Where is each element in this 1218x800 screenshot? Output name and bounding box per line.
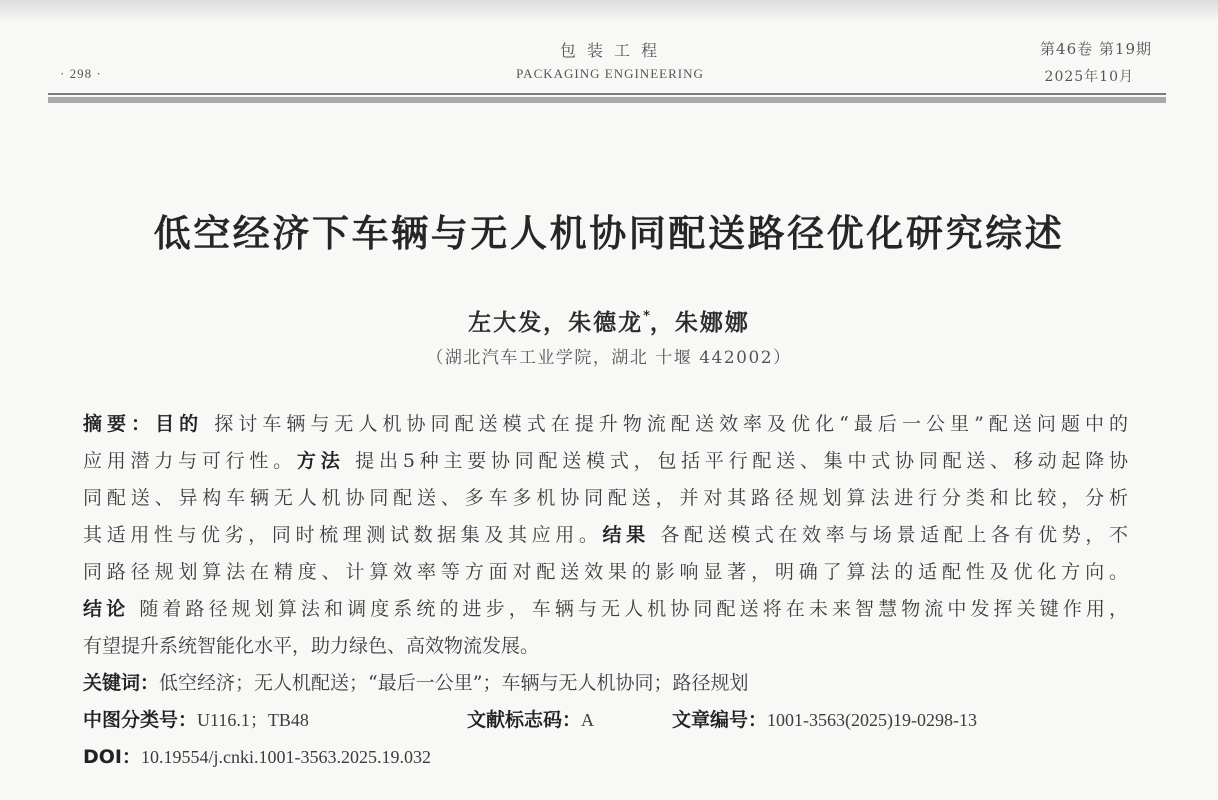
document-code-label: 文献标志码：	[467, 709, 582, 731]
journal-name-chinese: 包 装 工 程	[559, 41, 661, 60]
clc-cell	[83, 702, 467, 739]
article-number-value: 1001-3563(2025)19-0298-13	[767, 710, 977, 730]
results-label: 结果	[602, 524, 650, 546]
keywords-label: 关键词：	[83, 672, 160, 694]
abstract-block	[83, 406, 1128, 776]
conclusion-label: 结论	[83, 598, 130, 620]
abstract-label: 摘要：	[83, 413, 156, 435]
classification-line	[83, 702, 1128, 739]
article-number-cell	[672, 702, 977, 739]
corresponding-author-mark: *	[643, 309, 650, 324]
authors-part-2: ，朱娜娜	[649, 310, 750, 336]
abstract-line-3	[83, 480, 1128, 517]
page-top-shadow	[0, 0, 1218, 22]
clc-label: 中图分类号：	[83, 709, 198, 731]
abstract-text: 各配送模式在效率与场景适配上各有优势，不	[649, 524, 1128, 546]
objective-label: 目的	[155, 413, 204, 435]
header-rule	[48, 93, 1166, 95]
affiliation: （湖北汽车工业学院，湖北 十堰 442002）	[426, 348, 792, 368]
doi-value: 10.19554/j.cnki.1001-3563.2025.19.032	[141, 747, 431, 767]
abstract-text: 同路径规划算法在精度、计算效率等方面对配送效果的影响显著，明确了算法的适配性及优化方向。	[83, 561, 1128, 583]
doi-label: DOI：	[83, 746, 141, 768]
abstract-text: 随着路径规划算法和调度系统的进步，车辆与无人机协同配送将在未来智慧物流中发挥关键作用，	[129, 598, 1128, 620]
volume-issue: 第46卷 第19期	[1040, 40, 1152, 58]
abstract-line-4	[83, 517, 1128, 554]
authors-part-1: 左大发，朱德龙	[468, 310, 644, 336]
abstract-line-6	[83, 591, 1128, 628]
header-rule-band	[48, 97, 1166, 103]
paper-title: 低空经济下车辆与无人机协同配送路径优化研究综述	[153, 212, 1065, 255]
doi-line	[83, 739, 1128, 776]
keywords-line	[83, 665, 1128, 702]
abstract-line-7	[83, 628, 1128, 665]
keywords-text: 低空经济；无人机配送；“最后一公里”；车辆与无人机协同；路径规划	[159, 672, 749, 694]
abstract-text: 其适用性与优劣，同时梳理测试数据集及其应用。	[83, 524, 603, 546]
clc-value: U116.1；TB48	[197, 710, 309, 730]
methods-label: 方法	[296, 450, 345, 472]
page-number: · 298 ·	[60, 66, 102, 81]
journal-name-english: PACKAGING ENGINEERING	[516, 66, 704, 81]
abstract-text: 有望提升系统智能化水平，助力绿色、高效物流发展。	[83, 635, 540, 657]
abstract-line-5	[83, 554, 1128, 591]
abstract-line-2	[83, 443, 1128, 480]
abstract-text: 应用潜力与可行性。	[83, 450, 297, 472]
abstract-text: 同配送、异构车辆无人机协同配送、多车多机协同配送，并对其路径规划算法进行分类和比较，分析	[83, 487, 1128, 509]
abstract-text: 探讨车辆与无人机协同配送模式在提升物流配送效率及优化“最后一公里”配送问题中的	[203, 413, 1128, 435]
abstract-text: 提出5种主要协同配送模式，包括平行配送、集中式协同配送、移动起降协	[344, 450, 1128, 472]
author-list	[0, 304, 1218, 337]
document-code-cell	[467, 702, 672, 739]
article-number-label: 文章编号：	[672, 709, 768, 731]
document-code-value: A	[581, 710, 595, 730]
abstract-line-1	[83, 406, 1128, 443]
issue-date: 2025年10月	[1044, 69, 1134, 85]
